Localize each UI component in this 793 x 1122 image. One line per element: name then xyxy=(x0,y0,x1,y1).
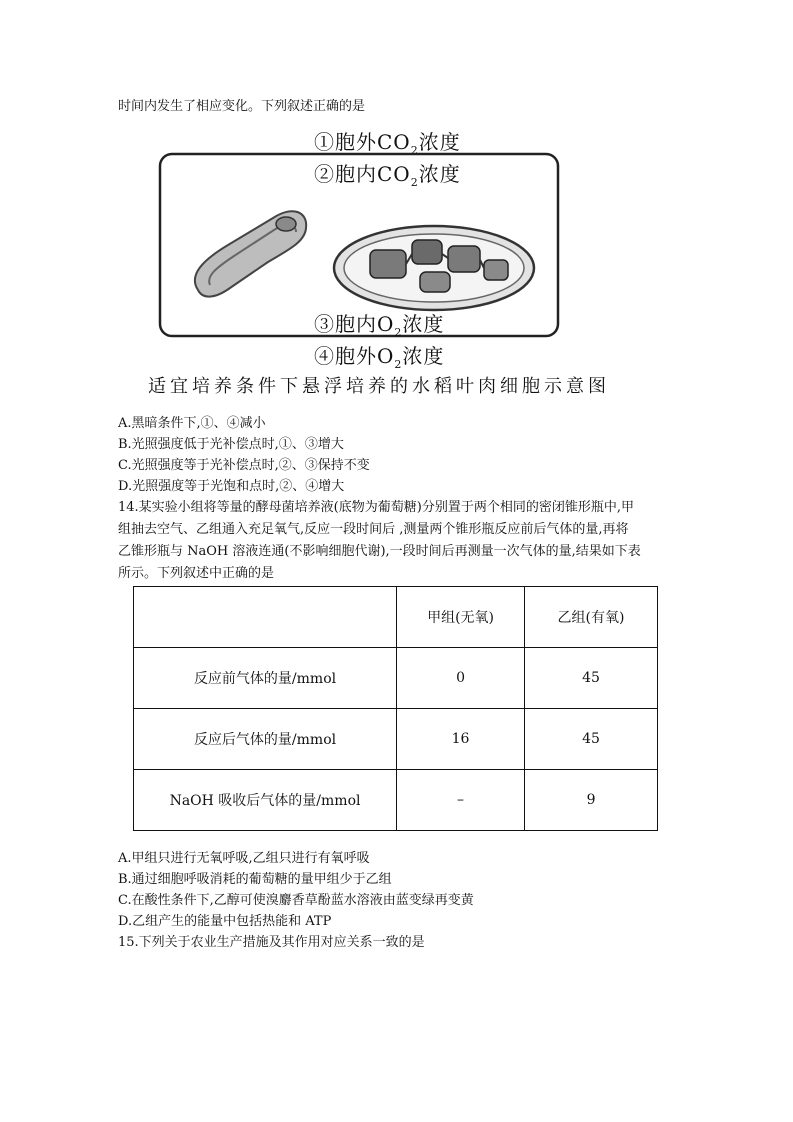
table-cell: 45 xyxy=(525,709,658,770)
q13-option-c: C.光照强度等于光补偿点时,②、③保持不变 xyxy=(118,458,370,473)
q14-option-d: D.乙组产生的能量中包括热能和 ATP xyxy=(118,914,332,929)
q13-option-a: A.黑暗条件下,①、④减小 xyxy=(118,416,266,431)
intro-text: 时间内发生了相应变化。下列叙述正确的是 xyxy=(118,99,366,114)
q14-option-a: A.甲组只进行无氧呼吸,乙组只进行有氧呼吸 xyxy=(118,851,370,866)
table-cell: 16 xyxy=(397,709,525,770)
table-cell: 0 xyxy=(397,648,525,709)
table-header-row xyxy=(134,587,658,648)
figure xyxy=(150,120,620,390)
table-cell: 9 xyxy=(525,770,658,831)
q15-stem: 15.下列关于农业生产措施及其作用对应关系一致的是 xyxy=(118,935,425,950)
q13-option-b: B.光照强度低于光补偿点时,①、③增大 xyxy=(118,437,344,452)
table-row xyxy=(134,648,658,709)
table-row xyxy=(134,709,658,770)
q14-stem-line-4: 所示。下列叙述中正确的是 xyxy=(118,566,275,581)
table-cell: 反应前气体的量/mmol xyxy=(134,648,397,709)
q14-stem-line-3: 乙锥形瓶与 NaOH 溶液连通(不影响细胞代谢),一段时间后再测量一次气体的量,结果如下表 xyxy=(118,544,641,559)
table-header-cell: 乙组(有氧) xyxy=(525,587,658,648)
q14-option-c: C.在酸性条件下,乙醇可使溴麝香草酚蓝水溶液由蓝变绿再变黄 xyxy=(118,893,474,908)
q13-option-d: D.光照强度等于光饱和点时,②、④增大 xyxy=(118,479,345,494)
table-cell: 45 xyxy=(525,648,658,709)
figure-caption: 适宜培养条件下悬浮培养的水稻叶肉细胞示意图 xyxy=(148,376,610,397)
data-table xyxy=(133,586,658,831)
table-row xyxy=(134,770,658,831)
label-intracellular-co2: ②胞内$CO_2$浓度 xyxy=(314,162,461,189)
table-cell: NaOH 吸收后气体的量/mmol xyxy=(134,770,397,831)
q14-stem-line-1: 14.某实验小组将等量的酵母菌培养液(底物为葡萄糖)分别置于两个相同的密闭锥形瓶中,甲 xyxy=(118,500,634,515)
table-cell: 反应后气体的量/mmol xyxy=(134,709,397,770)
mitochondrion-icon xyxy=(195,211,306,296)
table-cell: – xyxy=(397,770,525,831)
label-intracellular-o2: ③胞内$O_2$浓度 xyxy=(314,312,445,339)
q14-option-b: B.通过细胞呼吸消耗的葡萄糖的量甲组少于乙组 xyxy=(118,872,392,887)
chloroplast-icon xyxy=(334,226,534,310)
table-header-cell xyxy=(134,587,397,648)
label-extracellular-o2: ④胞外$O_2$浓度 xyxy=(314,344,445,371)
label-extracellular-co2: ①胞外$CO_2$浓度 xyxy=(314,130,461,157)
q14-stem-line-2: 组抽去空气、乙组通入充足氧气,反应一段时间后 ,测量两个锥形瓶反应前后气体的量,再将 xyxy=(118,522,629,537)
table-header-cell: 甲组(无氧) xyxy=(397,587,525,648)
